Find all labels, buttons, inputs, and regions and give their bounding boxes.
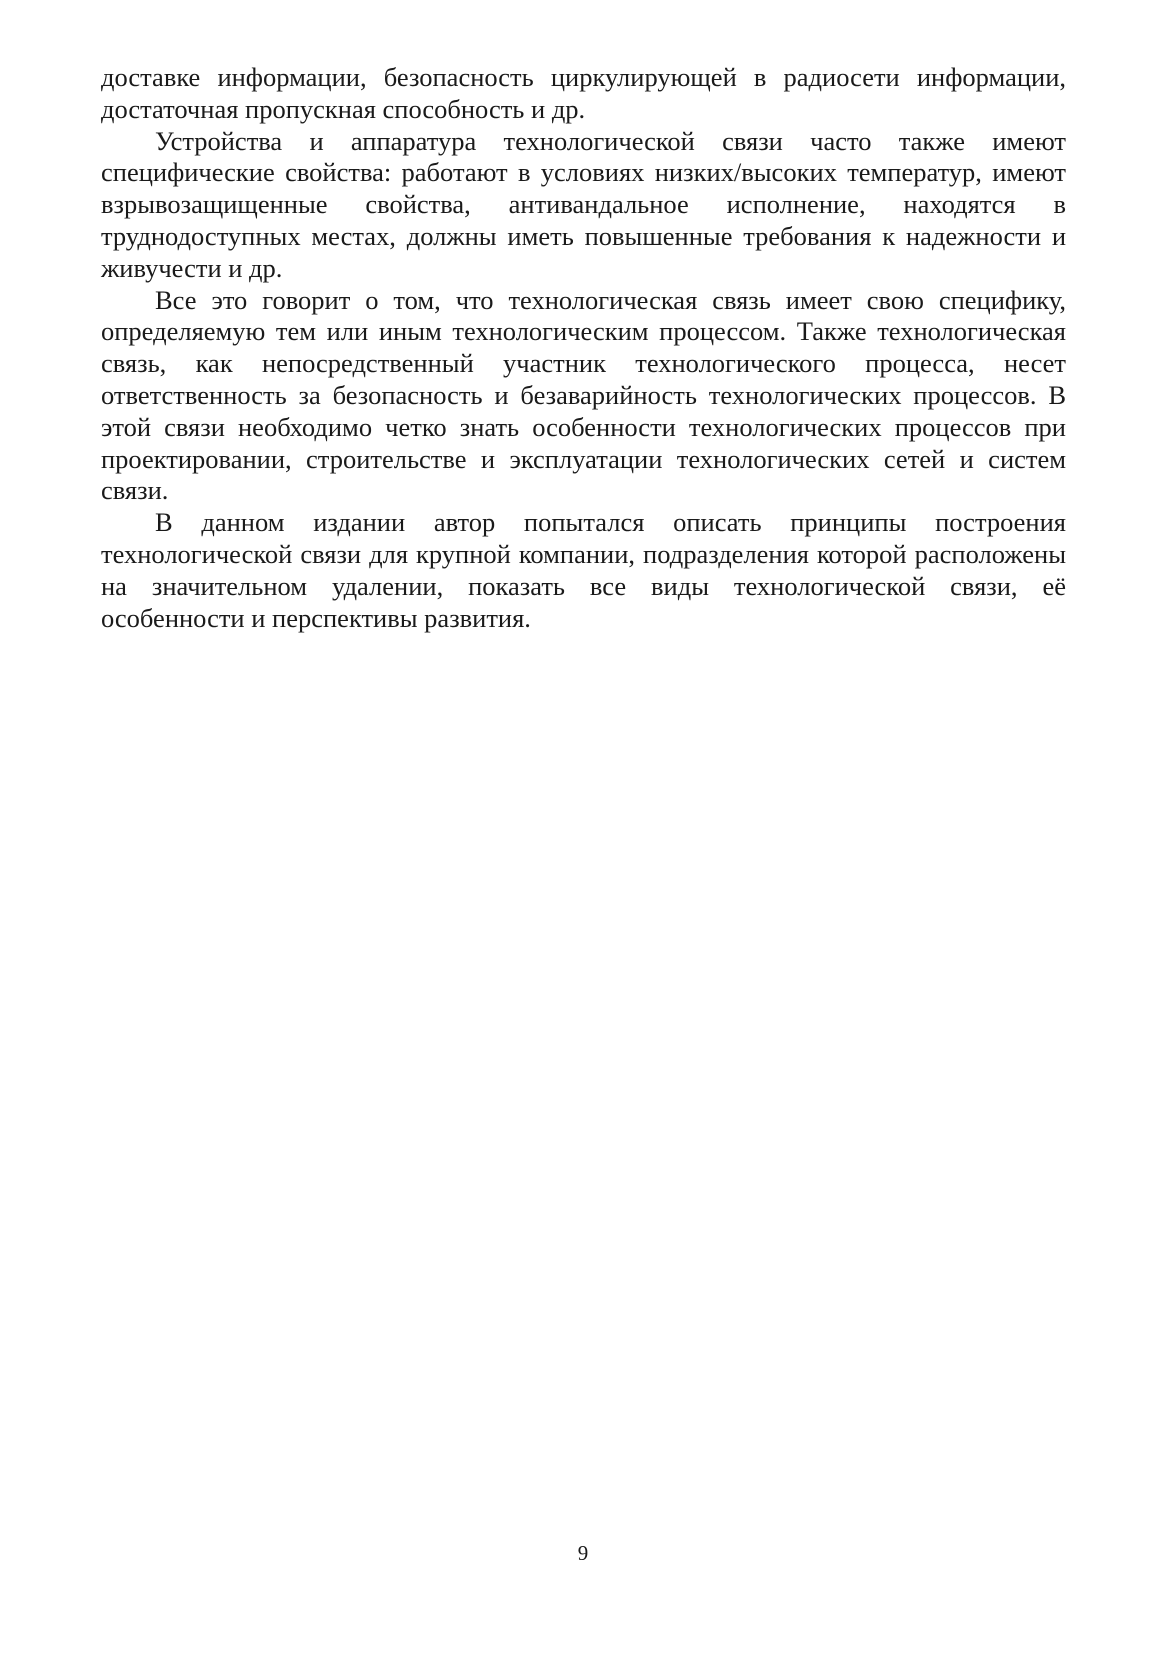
paragraph-edition-purpose: В данном издании автор попытался описать принципы построения технологической связи для крупной компании, подразделения которой расположены на значительном удалении, показать все виды технологической связи, её особенности и перспективы развития. xyxy=(101,507,1066,633)
paragraph-specifics: Все это говорит о том, что технологическая связь имеет свою специфику, определяемую тем или иным технологическим процессом. Также технологическая связь, как непосредственный участник технологического процесса, несет ответственность за безопасность и безаварийность технологических процессов. В этой связи необходимо четко знать особенности технологических процессов при проектировании, строительстве и эксплуатации технологических сетей и систем связи. xyxy=(101,284,1066,506)
page-number: 9 xyxy=(577,1541,589,1565)
page-body xyxy=(101,62,1066,634)
paragraph-device-properties: Устройства и аппаратура технологической связи часто также имеют специфические свойства: работают в условиях низких/высоких температур, имеют взрывозащищенные свойства, антивандальное исполнение, находятся в труднодоступных местах, должны иметь повышенные требования к надежности и живучести и др. xyxy=(101,125,1066,283)
paragraph-continued: доставке информации, безопасность циркулирующей в радиосети информации, достаточная пропускная способность и др. xyxy=(101,62,1066,124)
